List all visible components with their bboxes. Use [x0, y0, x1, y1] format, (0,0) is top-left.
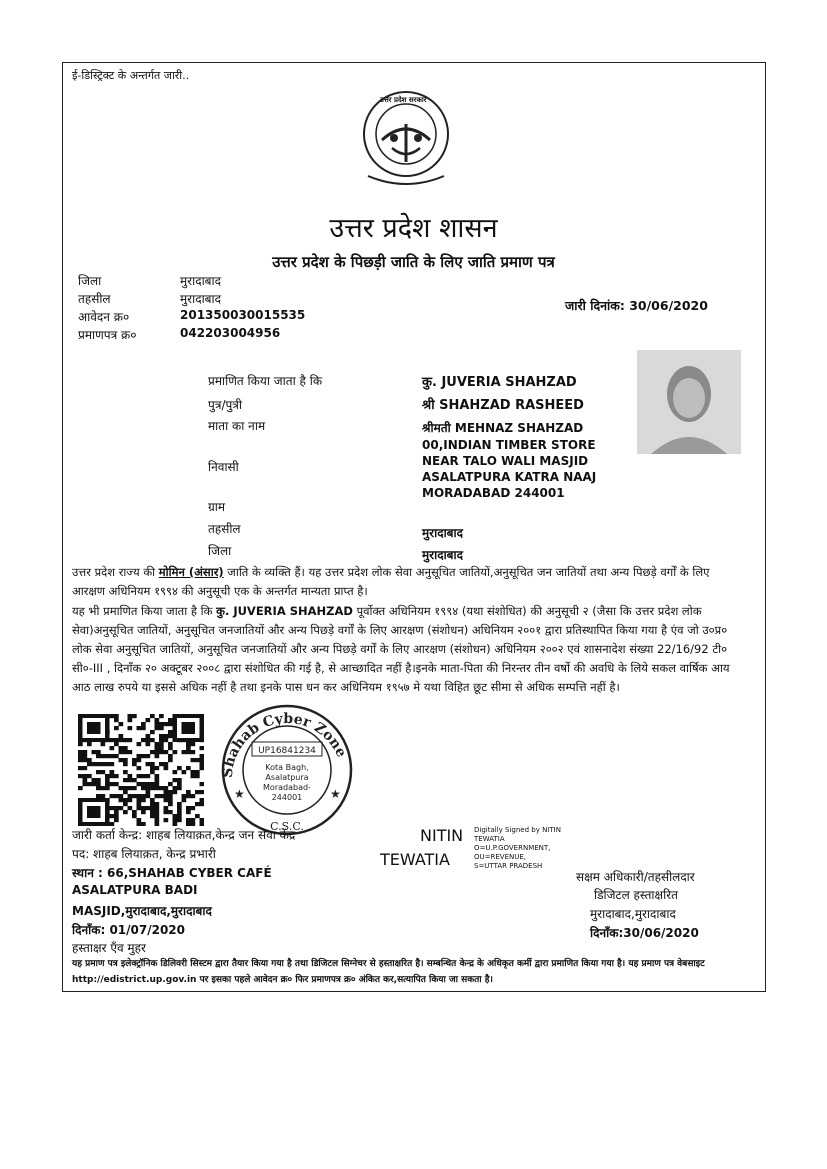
mother-name: श्रीमती MEHNAZ SHAHZAD — [422, 421, 584, 435]
issuer-place-3: MASJID,मुरादाबाद,मुरादाबाद — [72, 904, 212, 918]
authority-title: सक्षम अधिकारी/तहसीलदार — [576, 870, 695, 884]
certify-label: प्रमाणित किया जाता है कि — [208, 374, 323, 388]
qr-code — [78, 714, 204, 826]
tehsil-value: मुरादाबाद — [422, 526, 464, 540]
meta-value-district: मुरादाबाद — [180, 274, 222, 288]
stamp-bottom: C.S.C. — [270, 820, 304, 833]
issuer-date: दिनाँक: 01/07/2020 — [72, 923, 186, 937]
csc-seal-stamp — [212, 698, 362, 836]
meta-label-application-no: आवेदन क्र० — [78, 310, 130, 324]
mother-label: माता का नाम — [208, 419, 266, 433]
residence-label: निवासी — [208, 460, 239, 474]
authority-place: मुरादाबाद,मुरादाबाद — [590, 907, 676, 921]
issuer-place-2: ASALATPURA BADI — [72, 883, 198, 897]
digital-sign-details: Digitally Signed by NITIN TEWATIA O=U.P.GOVERNMENT, OU=REVENUE, S=UTTAR PRADESH — [474, 826, 561, 870]
stamp-line-2: Asalatpura — [265, 773, 309, 782]
digital-sign-name-2: TEWATIA — [380, 850, 450, 869]
issuer-sign-label: हस्ताक्षर एँव मुहर — [72, 941, 146, 955]
caste-paragraph: उत्तर प्रदेश राज्य की मोमिन (अंसार) जाति के व्यक्ति हैं। यह उत्तर प्रदेश लोक सेवा अनुसूचित जातियों,अनुसूचित जन जातियों तथा अन्य पिछड़े वर्गों के लिए आरक्षण अधिनियम १९९४ की अनुसूची एक के अन्तर्गत मान्यता प्राप्त है। — [72, 565, 710, 598]
footer-note: यह प्रमाण पत्र इलेक्ट्रॉनिक डिलिवरी सिस्टम द्वारा तैयार किया गया है तथा डिजिटल सिग्नेचर से हस्ताक्षरित है। सम्बन्धित केन्द्र के अधिकृत कर्मी द्वारा प्रमाणित किया गया है। यह प्रमाण पत्र वेबसाइट http://edistrict.up.gov.in पर इसका पहले आवेदन क्र० फिर प्रमाणपत्र क्र० अंकित कर,सत्यापित किया जा सकता है। — [72, 959, 705, 985]
meta-value-certificate-no: 042203004956 — [180, 326, 281, 340]
caste-name: मोमिन (अंसार) — [158, 565, 224, 579]
stamp-code: UP16841234 — [258, 746, 316, 756]
address-line-4: MORADABAD 244001 — [422, 486, 565, 500]
emblem-text: उत्तर प्रदेश सरकार — [380, 96, 427, 104]
digital-sign-name-1: NITIN — [420, 826, 464, 845]
issue-date: जारी दिनांक: 30/06/2020 — [565, 298, 708, 313]
certification-paragraph: यह भी प्रमाणित किया जाता है कि कु. JUVERIA SHAHZAD पूर्वोक्त अधिनियम १९९४ (यथा संशोधित) की अनुसूची २ (जैसा कि उत्तर प्रदेश लोक सेवा)अनुसूचित जातियों, अनुसूचित जनजातियों और अन्य पिछड़े वर्गों के लिए आरक्षण (संशोधन) अधिनियम २००१ द्वारा प्रतिस्थापित किया गया है एंव जो उ०प्र० लोक सेवा अनुसूचित जातियों, अनुसूचित जनजातियों और अन्य पिछड़े वर्गों के लिए आरक्षण (संशोधन) अधिनियम २००२ एवं शासनादेश संख्या 22/16/92 टी० सी०-III , दिनाँक २० अक्टूबर २००८ द्वारा संशोधित की गई है, से आच्छादित नहीं है।इनके माता-पिता की निरन्तर तीन वर्षो की अवधि के लिये सकल वार्षिक आय आठ लाख रुपये या इससे अधिक नहीं है तथा इनके पास धन कर अधिनियम १९५७ मे यथा विहित छूट सीमा से अधिक सम्पत्ति नहीं है। — [72, 604, 730, 694]
authority-date: दिनाँक:30/06/2020 — [590, 926, 699, 940]
page-subtitle: उत्तर प्रदेश के पिछड़ी जाति के लिए जाति प्रमाण पत्र — [272, 253, 555, 271]
address-line-3: ASALATPURA KATRA NAAJ — [422, 470, 597, 484]
applicant-name-inline: कु. JUVERIA SHAHZAD — [216, 604, 353, 618]
father-name: श्री SHAHZAD RASHEED — [422, 398, 584, 413]
village-label: ग्राम — [208, 500, 226, 514]
stamp-line-3: Moradabad- — [263, 783, 311, 792]
district-value: मुरादाबाद — [422, 548, 464, 562]
tehsil-label: तहसील — [208, 522, 241, 536]
page-title: उत्तर प्रदेश शासन — [329, 213, 498, 244]
stamp-line-1: Kota Bagh, — [265, 763, 309, 772]
father-label: पुत्र/पुत्री — [208, 398, 243, 412]
stamp-ring-text: Shahab Cyber Zone — [219, 710, 350, 779]
authority-sign: डिजिटल हस्ताक्षरित — [594, 888, 678, 902]
issuer-place-1: स्थान : 66,SHAHAB CYBER CAFÉ — [72, 866, 272, 880]
applicant-photo — [637, 350, 741, 454]
district-label: जिला — [208, 544, 232, 558]
meta-label-district: जिला — [78, 274, 102, 288]
svg-text:★: ★ — [234, 787, 245, 801]
meta-label-certificate-no: प्रमाणपत्र क्र० — [78, 328, 137, 342]
meta-value-application-no: 201350030015535 — [180, 308, 306, 322]
meta-value-tehsil: मुरादाबाद — [180, 292, 222, 306]
address-line-1: 00,INDIAN TIMBER STORE — [422, 438, 596, 452]
meta-label-tehsil: तहसील — [78, 292, 111, 306]
issuer-post: पद: शाहब लियाक़त, केन्द्र प्रभारी — [72, 847, 216, 861]
address-line-2: NEAR TALO WALI MASJID — [422, 454, 589, 468]
svg-text:★: ★ — [330, 787, 341, 801]
issuer-centre: जारी कर्ता केन्द्र: शाहब लियाक़त,केन्द्र जन सेवा केंद्र — [72, 828, 296, 842]
applicant-name: कु. JUVERIA SHAHZAD — [422, 375, 577, 390]
stamp-line-4: 244001 — [271, 793, 303, 802]
header-note: ई-डिस्ट्रिक्ट के अन्तर्गत जारी.. — [72, 69, 190, 82]
